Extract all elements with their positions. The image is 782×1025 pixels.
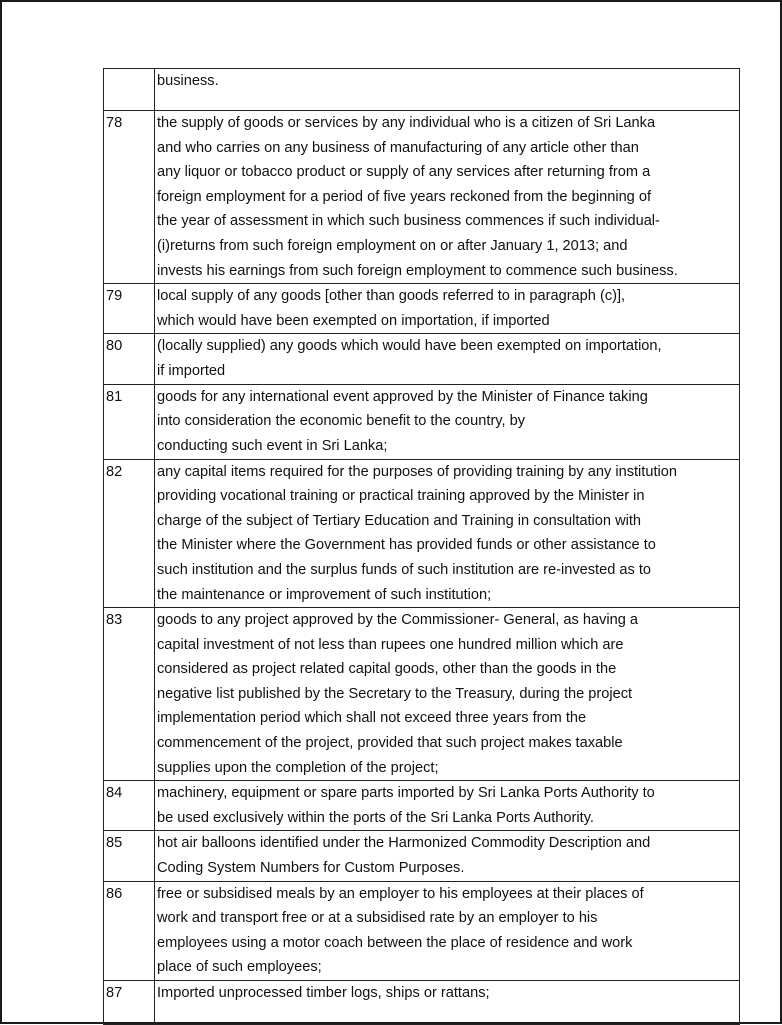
table-row [104, 831, 740, 881]
row-number: 80 [104, 334, 155, 384]
row-text: the supply of goods or services by any individual who is a citizen of Sri Lanka and who carries on any business of manufacturing of any article other than any liquor or tobacco product or supply of any services after returning from a foreign employment for a period of five years reckoned from the beginning of the year of assessment in which such business commences if such individual- (i)returns from such foreign employment on or after January 1, 2013; and invests his earnings from such foreign employment to commence such business. [155, 111, 740, 284]
table-row [104, 384, 740, 459]
table-row [104, 881, 740, 980]
row-text: (locally supplied) any goods which would have been exempted on importation, if imported [155, 334, 740, 384]
table-row [104, 608, 740, 781]
table-row [104, 781, 740, 831]
table-row [104, 284, 740, 334]
row-number: 86 [104, 881, 155, 980]
row-number: 82 [104, 459, 155, 608]
table-row [104, 981, 740, 1025]
row-number: 81 [104, 384, 155, 459]
row-text: business. [155, 69, 740, 111]
row-number [104, 69, 155, 111]
row-text: goods to any project approved by the Commissioner- General, as having a capital investment of not less than rupees one hundred million which are considered as project related capital goods, other than the goods in the negative list published by the Secretary to the Treasury, during the project implementation period which shall not exceed three years from the commencement of the project, provided that such project makes taxable supplies upon the completion of the project; [155, 608, 740, 781]
row-text: local supply of any goods [other than goods referred to in paragraph (c)], which would have been exempted on importation, if imported [155, 284, 740, 334]
row-number: 79 [104, 284, 155, 334]
row-text: goods for any international event approved by the Minister of Finance taking into consideration the economic benefit to the country, by conducting such event in Sri Lanka; [155, 384, 740, 459]
row-number: 85 [104, 831, 155, 881]
row-text: free or subsidised meals by an employer to his employees at their places of work and transport free or at a subsidised rate by an employer to his employees using a motor coach between the place of residence and work place of such employees; [155, 881, 740, 980]
row-number: 83 [104, 608, 155, 781]
table-row [104, 334, 740, 384]
row-text: Imported unprocessed timber logs, ships or rattans; [155, 981, 740, 1025]
row-text: hot air balloons identified under the Harmonized Commodity Description and Coding System Numbers for Custom Purposes. [155, 831, 740, 881]
row-number: 84 [104, 781, 155, 831]
row-number: 78 [104, 111, 155, 284]
row-text: any capital items required for the purposes of providing training by any institution providing vocational training or practical training approved by the Minister in charge of the subject of Tertiary Education and Training in consultation with the Minister where the Government has provided funds or other assistance to such institution and the surplus funds of such institution are re-invested as to the maintenance or improvement of such institution; [155, 459, 740, 608]
exemptions-table [103, 68, 740, 1025]
table-row [104, 459, 740, 608]
row-text: machinery, equipment or spare parts imported by Sri Lanka Ports Authority to be used exclusively within the ports of the Sri Lanka Ports Authority. [155, 781, 740, 831]
table-row [104, 111, 740, 284]
table-row [104, 69, 740, 111]
row-number: 87 [104, 981, 155, 1025]
